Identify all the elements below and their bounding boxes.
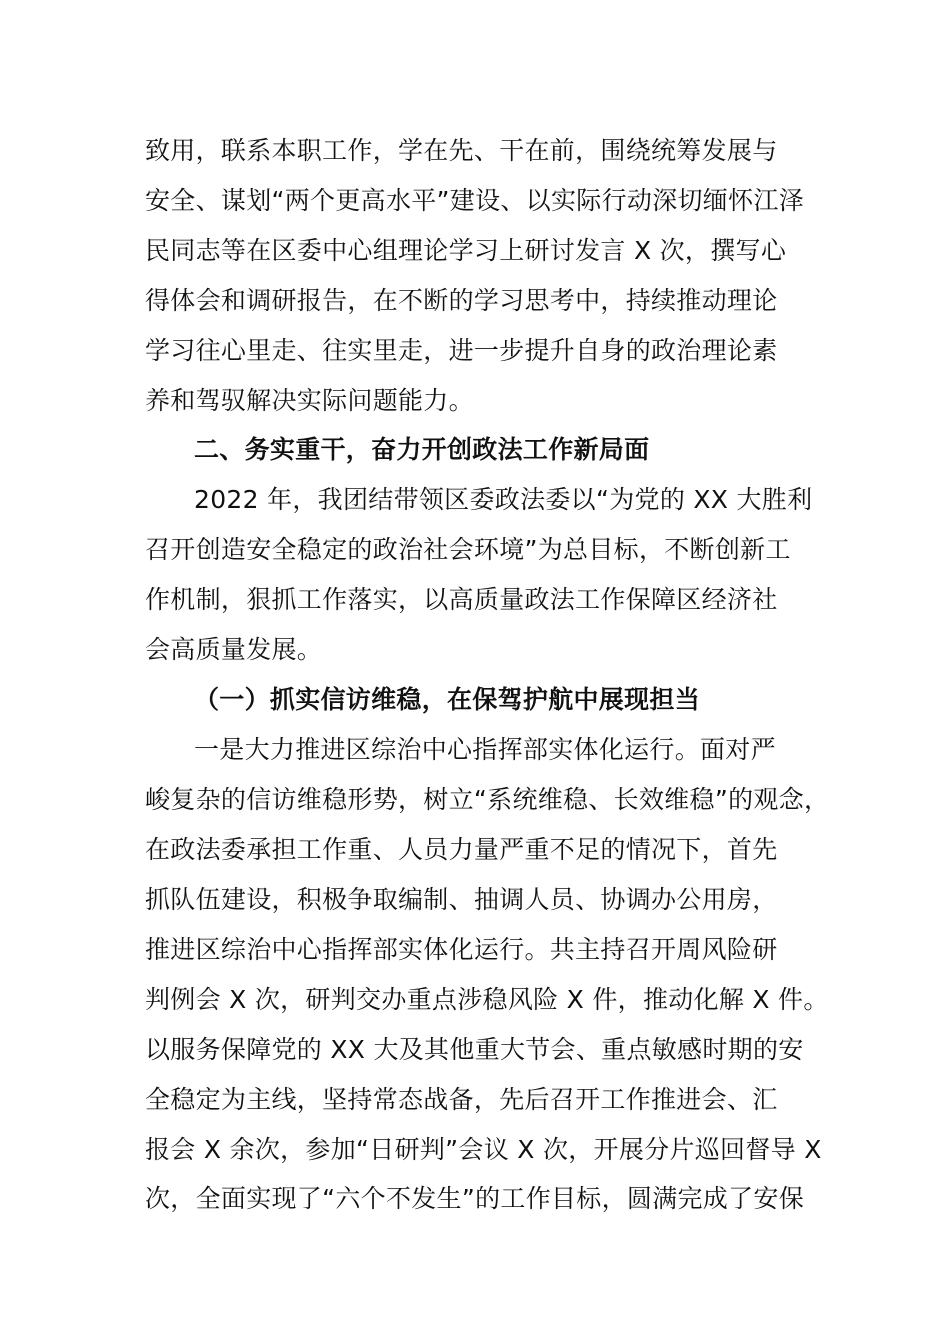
section-heading: 二、务实重干，奋力开创政法工作新局面 [194,435,650,464]
body-text-line: 召开创造安全稳定的政治社会环境”为总目标，不断创新工 [145,535,791,564]
body-text-line: 养和驾驭解决实际问题能力。 [145,386,474,415]
body-text-line: 作机制，狠抓工作落实，以高质量政法工作保障区经济社 [145,585,778,614]
body-text-line: 会高质量发展。 [145,635,323,664]
body-text-line: 次，全面实现了“六个不发生”的工作目标，圆满完成了安保 [145,1184,805,1213]
body-text-line: 推进区综治中心指挥部实体化运行。共主持召开周风险研 [145,935,778,964]
body-text-line: 安全、谋划“两个更高水平”建设、以实际行动深切缅怀江泽 [145,186,805,215]
body-text-line: 判例会 X 次，研判交办重点涉稳风险 X 件，推动化解 X 件。 [145,985,829,1014]
body-text-line: 报会 X 余次，参加“日研判”会议 X 次，开展分片巡回督导 X [145,1135,822,1164]
body-text-line: 全稳定为主线，坚持常态战备，先后召开工作推进会、汇 [145,1085,778,1114]
body-text-line: 以服务保障党的 XX 大及其他重大节会、重点敏感时期的安 [145,1035,804,1064]
body-text-line: 在政法委承担工作重、人员力量严重不足的情况下，首先 [145,835,778,864]
body-text-line: 民同志等在区委中心组理论学习上研讨发言 X 次，撰写心 [145,236,787,265]
body-text-line: 致用，联系本职工作，学在先、干在前，围绕统筹发展与 [145,136,778,165]
body-text-line: 得体会和调研报告，在不断的学习思考中，持续推动理论 [145,286,778,315]
body-text-line: 学习往心里走、往实里走，进一步提升自身的政治理论素 [145,336,778,365]
paragraph-first-line: 一是大力推进区综治中心指挥部实体化运行。面对严 [194,735,776,764]
subsection-heading: （一）抓实信访维稳，在保驾护航中展现担当 [194,685,701,714]
body-text-line: 峻复杂的信访维稳形势，树立“系统维稳、长效维稳”的观念， [145,785,830,814]
body-text-line: 抓队伍建设，积极争取编制、抽调人员、协调办公用房， [145,885,778,914]
paragraph-first-line: 2022 年，我团结带领区委政法委以“为党的 XX 大胜利 [194,485,813,514]
